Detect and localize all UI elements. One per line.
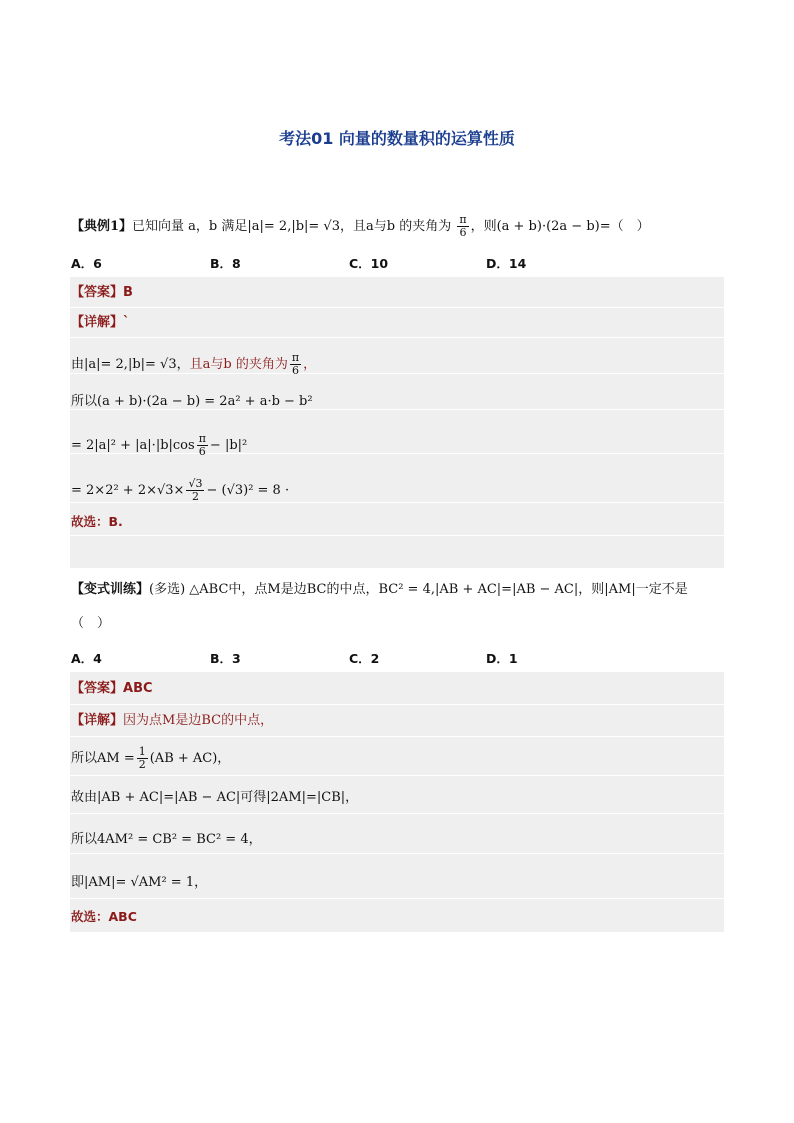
variant-step-6: 故选：ABC <box>71 909 137 924</box>
option-c: C．10 <box>349 256 389 271</box>
option-a: A．6 <box>71 256 102 271</box>
option-d: D．14 <box>486 256 527 271</box>
variant-tag: 【变式训练】 <box>71 582 150 597</box>
example1-step-4: = 2×2² + 2×√3× $\frac{√3}{2}$ − (√3)² = 8 · <box>71 477 290 503</box>
page-title: 考法01 向量的数量积的运算性质 <box>279 129 515 148</box>
option-c: C．2 <box>349 651 380 666</box>
example1-step-1: 由|a|= 2,|b|= √3，且a与b 的夹角为 $\frac{\pi}{6}$ ， <box>71 351 317 377</box>
example1-question-text: 已知向量 a，b 满足|a|= 2,|b|= √3，且a与b 的夹角为 <box>132 219 452 234</box>
option-b: B．3 <box>210 651 241 666</box>
variant-answer-value: ABC <box>123 681 153 696</box>
variant-step-2: 所以AM = $\frac{1}{2}$ (AB + AC)， <box>71 745 231 771</box>
example1-answer: 【答案】B <box>71 285 133 300</box>
example1-answer-value: B <box>123 285 133 300</box>
example1-step-3: = 2|a|² + |a|·|b|cos $\frac{\pi}{6}$ − |b|² <box>71 432 248 458</box>
example1-step-2: 所以(a + b)·(2a − b) = 2a² + a·b − b² <box>71 394 313 409</box>
example1-step-5: 故选：B. <box>71 514 123 529</box>
variant-question <box>71 580 688 600</box>
example1-fraction: $\frac{\pi}{6}$ <box>459 213 467 239</box>
example1-solution-panel <box>70 277 724 568</box>
variant-step-1: 【详解】因为点M是边BC的中点， <box>71 713 274 728</box>
variant-step-4: 所以4AM² = CB² = BC² = 4， <box>71 832 262 847</box>
option-b: B．8 <box>210 256 241 271</box>
example1-tag: 【典例1】 <box>71 219 133 234</box>
variant-step-3: 故由|AB + AC|=|AB − AC|可得|2AM|=|CB|， <box>71 790 359 805</box>
option-d: D．1 <box>486 651 518 666</box>
variant-step-5: 即|AM|= √AM² = 1， <box>71 875 208 890</box>
variant-answer: 【答案】ABC <box>71 681 153 696</box>
example1-question-tail: ，则(a + b)·(2a − b)=（ ） <box>470 219 650 234</box>
example1-detail-tag: 【详解】` <box>71 315 130 330</box>
variant-question-text: (多选) △ABC中，点M是边BC的中点，BC² = 4,|AB + AC|=|AB − AC|，则|AM|一定不是 <box>149 582 688 597</box>
option-a: A．4 <box>71 651 102 666</box>
variant-question-cont: （ ） <box>71 616 111 631</box>
example1-question <box>71 214 650 239</box>
